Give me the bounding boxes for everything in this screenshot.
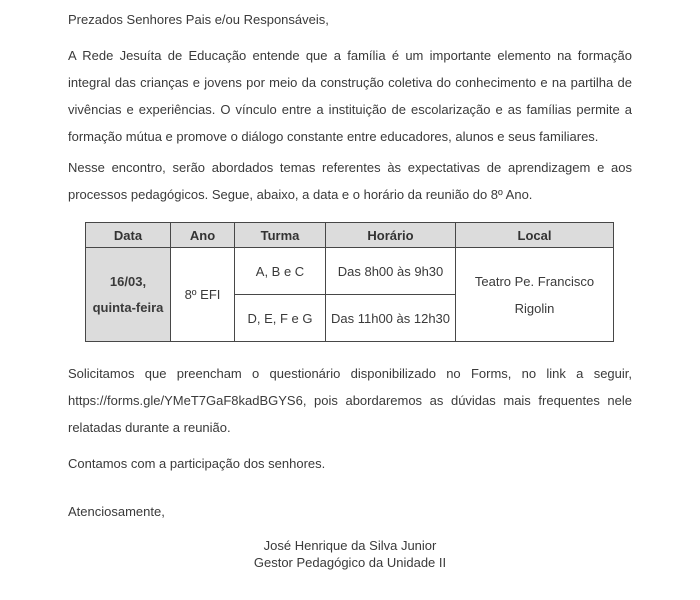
paragraph-intro: A Rede Jesuíta de Educação entende que a família é um importante elemento na formação integral das crianças e jovens por meio da construção coletiva do conhecimento e na partilha de vivências e experiências. O vínculo entre a instituição de escolarização e as famílias permite a formação mútua e promove o diálogo constante entre educadores, alunos e seus familiares. xyxy=(68,48,632,144)
cell-turma-1: A, B e C xyxy=(235,248,326,295)
paragraph-participation: Contamos com a participação dos senhores. xyxy=(68,456,326,471)
table-row xyxy=(86,248,614,295)
cell-horario-2: Das 11h00 às 12h30 xyxy=(326,295,456,342)
paragraph-forms-request xyxy=(68,360,632,441)
forms-request-text-after: , pois abordaremos as dúvidas mais frequentes nele relatadas durante a reunião. xyxy=(68,393,632,435)
paragraph-meeting-info: Nesse encontro, serão abordados temas referentes às expectativas de aprendizagem e aos processos pedagógicos. Segue, abaixo, a data e o horário da reunião do 8º Ano. xyxy=(68,160,632,202)
local-line-2: Rigolin xyxy=(514,300,555,316)
date-line-2: quinta-feira xyxy=(92,299,164,315)
salutation: Prezados Senhores Pais e/ou Responsáveis, xyxy=(68,12,329,27)
signature-block xyxy=(68,537,632,571)
table-header-horario: Horário xyxy=(326,223,456,248)
meeting-schedule-table xyxy=(85,222,614,342)
local-line-1: Teatro Pe. Francisco xyxy=(474,273,595,289)
closing: Atenciosamente, xyxy=(68,504,165,519)
table-header-local: Local xyxy=(456,223,614,248)
table-header-ano: Ano xyxy=(171,223,235,248)
table-header-data: Data xyxy=(86,223,171,248)
table-header-row xyxy=(86,223,614,248)
date-line-1: 16/03, xyxy=(109,273,147,289)
cell-turma-2: D, E, F e G xyxy=(235,295,326,342)
forms-link[interactable]: https://forms.gle/YMeT7GaF8kadBGYS6 xyxy=(68,393,303,408)
forms-request-text-before: Solicitamos que preencham o questionário disponibilizado no Forms, no link a seguir, xyxy=(68,366,632,381)
cell-date xyxy=(86,248,171,342)
signature-name: José Henrique da Silva Junior xyxy=(263,538,437,553)
cell-local xyxy=(456,248,614,342)
signature-role: Gestor Pedagógico da Unidade II xyxy=(253,555,447,570)
cell-ano: 8º EFI xyxy=(171,248,235,342)
cell-horario-1: Das 8h00 às 9h30 xyxy=(326,248,456,295)
table-header-turma: Turma xyxy=(235,223,326,248)
